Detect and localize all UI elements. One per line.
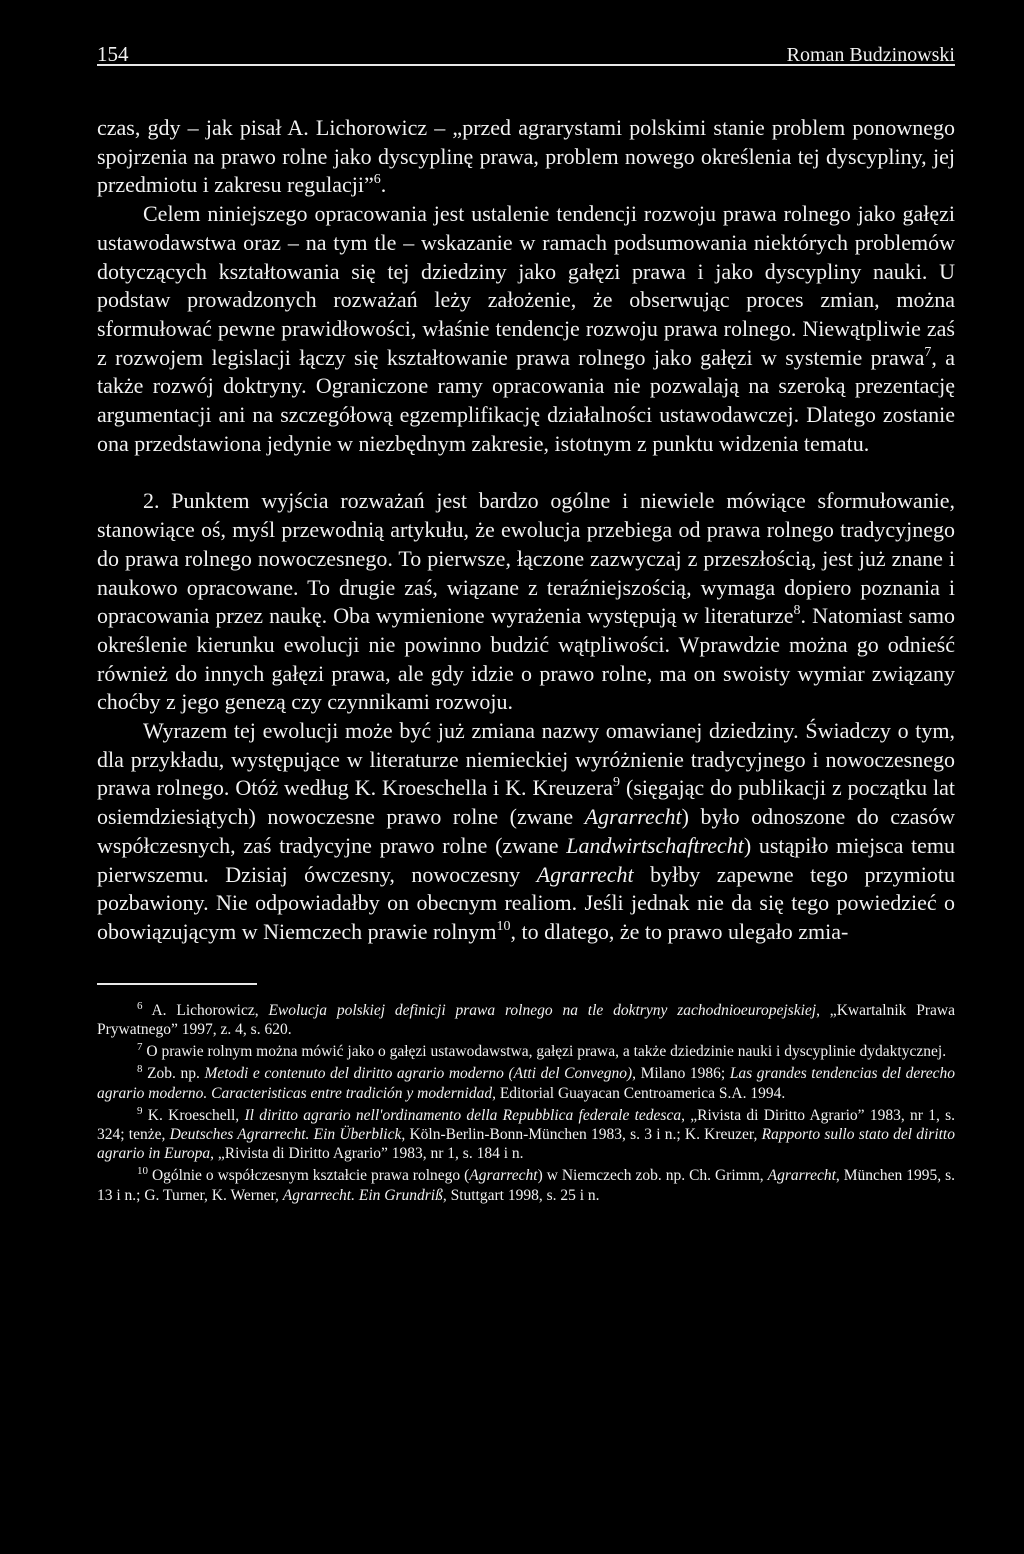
body-text (97, 114, 955, 947)
italic-text: Agrarrecht. Ein Grundriß (282, 1186, 443, 1204)
text-run: ) ustąpiło miejsca temu pierwszemu. Dzisiaj ówczesny, nowoczesny (97, 832, 956, 887)
text-run: , Milano 1986; (632, 1065, 730, 1083)
footnote-fn10 (97, 1166, 955, 1204)
footnote-ref: 9 (613, 775, 621, 791)
text-run: ) w Niemczech zob. np. Ch. Grimm, (537, 1167, 768, 1185)
footnote-fn7 (97, 1042, 955, 1061)
italic-text: Metodi e contenuto del diritto agrario moderno (Atti del Convegno) (204, 1065, 633, 1083)
italic-text: Las grandes tendencias del derecho agrario moderno. Caracteristicas entre tradición y modernidad (97, 1065, 956, 1102)
running-author: Roman Budzinowski (786, 44, 955, 66)
italic-text: Deutsches Agrarrecht. Ein Überblick (169, 1125, 402, 1143)
text-run: Wyrazem tej ewolucji może być już zmiana nazwy omawianej dziedziny. Świadczy o tym, dla przykładu, występujące w literaturze niemieckiej wyróżnienie tradycyjnego i nowoczesnego prawa rolnego. Otóż według K. Kroeschella i K. Kreuzera (97, 718, 955, 801)
footnote-ref: 10 (496, 918, 511, 934)
document-page (97, 30, 955, 1208)
text-run: (sięgając do publikacji z początku lat osiemdziesiątych) nowoczesne prawo rolne (zwane (97, 775, 955, 830)
italic-text: Il diritto agrario nell'ordinamento della Repubblica federale tedesca (244, 1106, 682, 1124)
italic-text: Agrarrecht (584, 804, 682, 830)
text-run: Ogólnie o współczesnym kształcie prawa rolnego ( (148, 1167, 470, 1185)
text-run: Zob. np. (142, 1065, 205, 1083)
footnote-ref: 7 (137, 1041, 143, 1054)
paragraph-p3 (97, 487, 955, 717)
footnote-ref: 6 (373, 172, 381, 188)
italic-text: Rapporto sullo stato del diritto agrario in Europa (97, 1125, 955, 1163)
page-number: 154 (97, 42, 129, 66)
footnotes (97, 983, 955, 1205)
text-run: , München 1995, s. 13 i n.; G. Turner, K. Werner, (97, 1167, 955, 1204)
paragraph-p1 (97, 114, 955, 200)
text-run: Celem niniejszego opracowania jest ustalenie tendencji rozwoju prawa rolnego jako gałęzi ustawodawstwa oraz – na tym tle – wskazanie w ramach podsumowania niektórych problemów dotyczących kształtowania się tej dziedziny jako gałęzi prawa i jako dyscypliny nauki. U podstaw prowadzonych rozważań leży założenie, że obserwując proces zmian, można sformułować pewne prawidłowości, właśnie tendencje rozwoju prawa rolnego. Niewątpliwie zaś z rozwojem legislacji łączy się kształtowanie prawa rolnego jako gałęzi w systemie prawa (97, 201, 955, 370)
text-run: K. Kroeschell, (142, 1106, 245, 1124)
text-run: O prawie rolnym można mówić jako o gałęzi ustawodawstwa, gałęzi prawa, a także dziedzinie nauki i dyscyplinie dydaktycznej. (142, 1043, 947, 1061)
footnote-fn6 (97, 1001, 955, 1039)
italic-text: Agrarrecht (536, 861, 634, 887)
text-run: , „Kwartalnik Prawa Prywatnego” 1997, z. 4, s. 620. (97, 1001, 955, 1038)
text-run: , Editorial Guayacan Centroamerica S.A. 1994. (492, 1084, 786, 1102)
text-run: , Köln-Berlin-Bonn-München 1983, s. 3 i n.; K. Kreuzer, (401, 1125, 762, 1143)
footnote-rule (97, 983, 257, 985)
text-run: . Natomiast samo określenie kierunku ewolucji nie powinno budzić wątpliwości. Wprawdzie można go odnieść również do innych gałęzi prawa, ale gdy idzie o prawo rolne, ma on swoisty wymiar związany choćby z jego genezą czy czynnikami rozwoju. (97, 603, 955, 715)
paragraph-p2 (97, 200, 955, 458)
text-run: byłby zapewne tego przymiotu pozbawiony. Nie odpowiadałby on obecnym realiom. Jeśli jednak nie da się tego powiedzieć o obowiązującym w Niemczech prawie rolnym (97, 861, 955, 944)
paragraph-p4 (97, 717, 955, 947)
italic-text: Ewolucja polskiej definicji prawa rolnego na tle doktryny zachodnioeuropejskiej (268, 1001, 817, 1019)
text-run: . (380, 172, 387, 198)
text-run: , to dlatego, że to prawo ulegało zmia- (510, 918, 849, 944)
text-run: czas, gdy – jak pisał A. Lichorowicz – „przed agrarystami polskimi stanie problem ponownego spojrzenia na prawo rolne jako dyscyplinę prawa, problem nowego określenia tej dyscypliny, jej przedmiotu i zakresu regulacji” (97, 115, 955, 198)
italic-text: Agrarrecht (469, 1167, 538, 1185)
italic-text: Landwirtschaftrecht (566, 832, 744, 858)
text-run: , a także rozwój doktryny. Ograniczone ramy opracowania nie pozwalają na szeroką prezentację argumentacji ani na szczegółową egzemplifikację działalności ustawodawczej. Dlatego zostanie ona przedstawiona jedynie w niezbędnym zakresie, istotnym z punktu widzenia tematu. (97, 344, 955, 456)
text-run: , „Rivista di Diritto Agrario” 1983, nr 1, s. 184 i n. (210, 1145, 524, 1163)
footnote-ref: 8 (793, 603, 801, 619)
footnote-ref: 10 (137, 1165, 148, 1178)
footnote-ref: 8 (137, 1063, 143, 1076)
text-run: , Stuttgart 1998, s. 25 i n. (442, 1186, 600, 1204)
italic-text: Agrarrecht (767, 1167, 836, 1185)
text-run: 2. Punktem wyjścia rozważań jest bardzo ogólne i niewiele mówiące sformułowanie, stanowiące oś, myśl przewodnią artykułu, że ewolucja przebiega od prawa rolnego tradycyjnego do prawa rolnego nowoczesnego. To pierwsze, łączone zazwyczaj z przeszłością, jest już znane i naukowo opracowane. To drugie zaś, wiązane z teraźniejszością, wymaga dopiero poznania i opracowania przez naukę. Oba wymienione wyrażenia występują w literaturze (97, 488, 955, 629)
text-run: ) było odnoszone do czasów współczesnych, zaś tradycyjne prawo rolne (zwane (97, 804, 956, 858)
text-run: A. Lichorowicz, (142, 1001, 269, 1019)
footnote-ref: 6 (137, 999, 143, 1012)
footnote-ref: 7 (924, 344, 932, 360)
footnote-list (97, 1001, 955, 1205)
footnote-fn8 (97, 1064, 955, 1102)
text-run: , „Rivista di Diritto Agrario” 1983, nr 1, s. 324; tenże, (97, 1106, 956, 1143)
footnote-fn9 (97, 1106, 955, 1164)
running-header (97, 30, 955, 66)
footnote-ref: 9 (137, 1104, 143, 1117)
